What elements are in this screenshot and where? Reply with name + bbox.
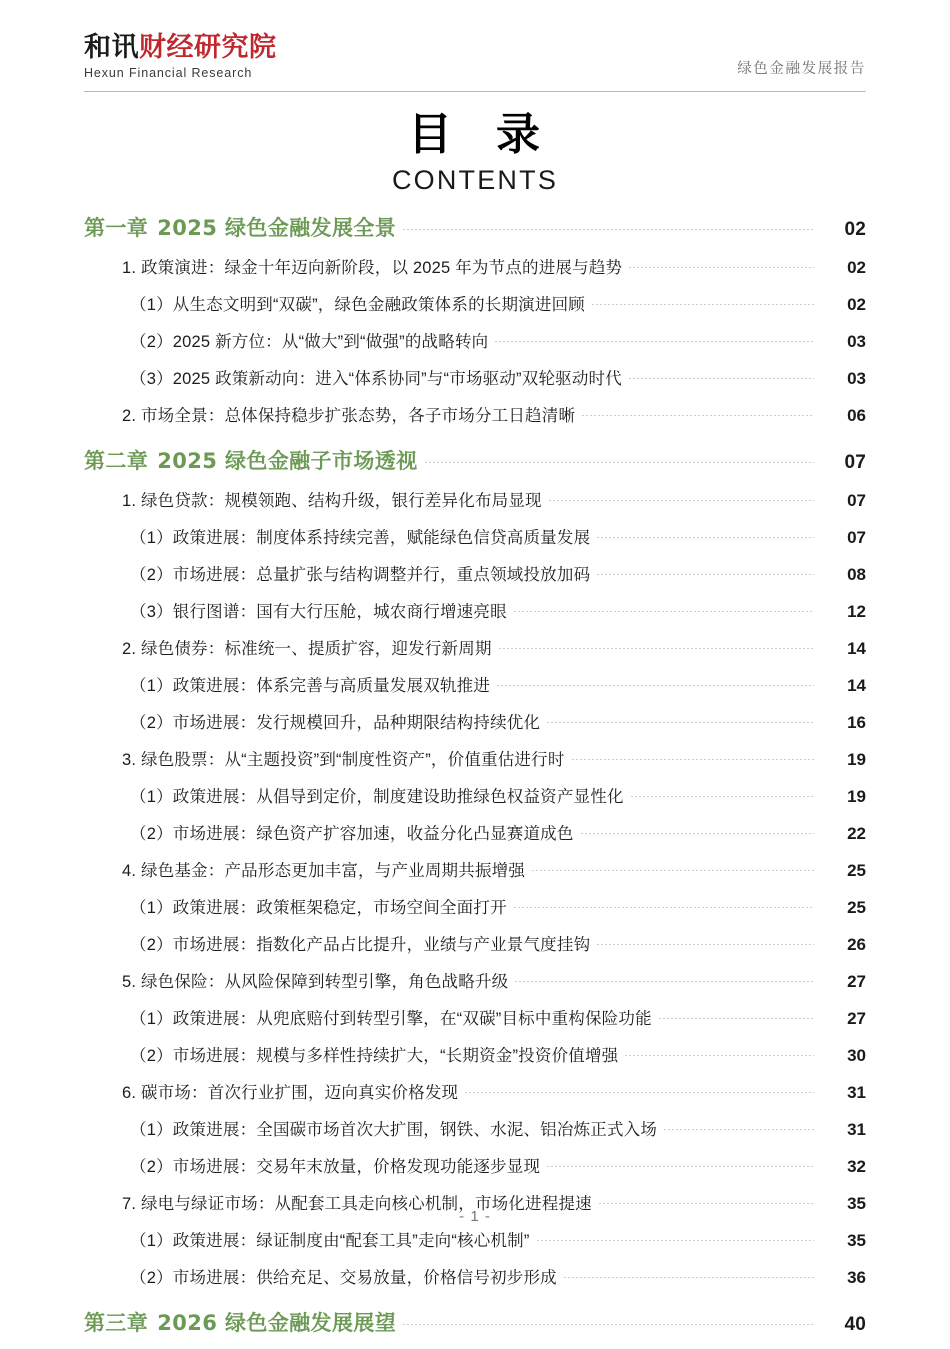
toc-subsection-row[interactable] [84,561,866,598]
toc-chapter-label [84,212,396,242]
toc-subsection-row[interactable] [84,291,866,328]
toc-subsection-row[interactable] [84,931,866,968]
toc-section-label: 2. 市场全景：总体保持稳步扩张态势，各子市场分工日趋清晰 [122,407,576,425]
toc-dot-leader [575,405,820,421]
toc-dot-leader [590,564,820,580]
toc-subsection-row[interactable] [84,783,866,820]
toc-page-number: 19 [847,787,866,806]
toc-subsection-label: （3）2025 政策新动向：进入“体系协同”与“市场驱动”双轮驱动时代 [130,370,622,388]
toc-dot-leader [488,331,820,347]
toc-subsection-row[interactable] [84,365,866,402]
toc-section-label: 1. 政策演进：绿金十年迈向新阶段，以 2025 年为节点的进展与趋势 [122,259,623,277]
toc-section-row[interactable] [84,968,866,1005]
toc-section-label: 1. 绿色贷款：规模领跑、结构升级，银行差异化布局显现 [122,492,542,510]
toc-subsection-row[interactable] [84,672,866,709]
toc-subsection-label: （2）市场进展：规模与多样性持续扩大，“长期资金”投资价值增强 [130,1047,619,1065]
toc-subsection-label: （1）政策进展：体系完善与高质量发展双轨推进 [130,677,491,695]
toc-section-label: 2. 绿色债券：标准统一、提质扩容，迎发行新周期 [122,640,492,658]
page-title [0,110,950,196]
toc-section-row[interactable] [84,635,866,672]
toc-subsection-label: （2）市场进展：交易年末放量，价格发现功能逐步显现 [130,1158,541,1176]
toc-subsection-row[interactable] [84,524,866,561]
toc-subsection-label: （2）2025 新方位：从“做大”到“做强”的战略转向 [130,333,489,351]
toc-dot-leader [565,749,820,765]
toc-page-number: 30 [847,1046,866,1065]
toc-section-label: 7. 绿电与绿证市场：从配套工具走向核心机制，市场化进程提速 [122,1195,592,1213]
toc-chapter-row[interactable] [84,445,866,487]
toc-dot-leader [418,452,820,468]
toc-dot-leader [492,638,820,654]
toc-subsection-label: （1）政策进展：从倡导到定价，制度建设助推绿色权益资产显性化 [130,788,624,806]
toc-chapter-row[interactable] [84,1307,866,1349]
toc-page-number: 27 [847,1009,866,1028]
toc-chapter-title: 2025 绿色金融子市场透视 [157,449,418,473]
toc-section-label: 4. 绿色基金：产品形态更加丰富，与产业周期共振增强 [122,862,526,880]
toc-dot-leader [507,601,820,617]
toc-section-label: 3. 绿色股票：从“主题投资”到“制度性资产”，价值重估进行时 [122,751,565,769]
toc-dot-leader [542,490,820,506]
toc-subsection-row[interactable] [84,1116,866,1153]
toc-page-number: 31 [847,1120,866,1139]
toc-dot-leader [622,257,820,273]
toc-chapter-label [84,1307,396,1337]
toc-section-row[interactable] [84,1079,866,1116]
toc-page-number: 35 [847,1231,866,1250]
toc-page-number: 08 [847,565,866,584]
toc-page-number: 02 [844,219,866,240]
toc-subsection-row[interactable] [84,709,866,746]
brand-name-cn [84,34,277,62]
toc-chapter-title: 2025 绿色金融发展全景 [157,216,397,240]
toc-section-label: 6. 碳市场：首次行业扩围，迈向真实价格发现 [122,1084,459,1102]
toc-subsection-row[interactable] [84,1005,866,1042]
toc-page-number: 27 [847,972,866,991]
toc-section-row[interactable] [84,746,866,783]
page-title-en: CONTENTS [391,164,559,195]
toc-dot-leader [530,1230,820,1246]
toc-page-number: 14 [847,676,866,695]
report-title: 绿色金融发展报告 [737,61,866,77]
toc-page-number: 31 [847,1083,866,1102]
toc-subsection-row[interactable] [84,1153,866,1190]
toc-chapter-label [84,445,418,475]
toc-subsection-label: （2）市场进展：总量扩张与结构调整并行，重点领域投放加码 [130,566,591,584]
toc-dot-leader [585,294,820,310]
toc-chapter-number: 第三章 [84,1311,149,1335]
toc-section-row[interactable] [84,402,866,439]
toc-dot-leader [590,934,820,950]
toc-page-number: 36 [847,1268,866,1287]
toc-subsection-row[interactable] [84,328,866,365]
toc-subsection-label: （1）政策进展：全国碳市场首次大扩围，钢铁、水泥、铝冶炼正式入场 [130,1121,658,1139]
toc-section-row[interactable] [84,857,866,894]
toc-page-number: 26 [847,935,866,954]
toc-subsection-label: （2）市场进展：发行规模回升，品种期限结构持续优化 [130,714,541,732]
toc-page-number: 12 [847,602,866,621]
toc-page-number: 02 [847,258,866,277]
toc-dot-leader [540,712,820,728]
brand-logo [84,34,277,80]
brand-name-cn-red: 财经研究院 [139,32,277,63]
page-title-cn [0,110,950,161]
toc-section-label: 5. 绿色保险：从风险保障到转型引擎，角色战略升级 [122,973,509,991]
toc-dot-leader [525,860,820,876]
toc-subsection-row[interactable] [84,1264,866,1301]
toc-page-number: 14 [847,639,866,658]
brand-name-cn-dark: 和讯 [84,32,139,63]
toc-page-number: 03 [847,369,866,388]
toc-dot-leader [574,823,820,839]
toc-dot-leader [557,1267,820,1283]
toc-subsection-row[interactable] [84,1227,866,1264]
toc-dot-leader [622,368,820,384]
toc-page-number: 25 [847,861,866,880]
toc-subsection-label: （2）市场进展：供给充足、交易放量，价格信号初步形成 [130,1269,557,1287]
toc-dot-leader [590,527,820,543]
toc-dot-leader [657,1119,820,1135]
toc-dot-leader [618,1045,820,1061]
toc-dot-leader [458,1082,820,1098]
toc-page-number: 02 [847,295,866,314]
toc-subsection-label: （1）政策进展：绿证制度由“配套工具”走向“核心机制” [130,1232,530,1250]
toc-page-number: 32 [847,1157,866,1176]
toc-dot-leader [540,1156,820,1172]
toc-section-row[interactable] [84,487,866,524]
page-title-cn-second: 录 [496,109,542,160]
page-header [84,34,866,92]
toc-page-number: 07 [847,491,866,510]
toc-chapter-title: 2026 绿色金融发展展望 [157,1311,397,1335]
table-of-contents [84,206,866,1349]
toc-subsection-label: （1）政策进展：制度体系持续完善，赋能绿色信贷高质量发展 [130,529,591,547]
toc-page-number: 07 [847,528,866,547]
toc-subsection-label: （2）市场进展：指数化产品占比提升，业绩与产业景气度挂钩 [130,936,591,954]
page-title-cn-first: 目 [408,109,454,160]
toc-subsection-label: （2）市场进展：绿色资产扩容加速，收益分化凸显赛道成色 [130,825,574,843]
toc-subsection-row[interactable] [84,598,866,635]
brand-name-en: Hexun Financial Research [84,66,253,81]
toc-dot-leader [652,1008,820,1024]
toc-dot-leader [396,1314,820,1330]
toc-subsection-row[interactable] [84,820,866,857]
toc-dot-leader [624,786,820,802]
toc-dot-leader [507,897,820,913]
toc-chapter-row[interactable] [84,212,866,254]
toc-page-number: 25 [847,898,866,917]
footer-page-number: - 1 - [459,1208,491,1225]
toc-subsection-label: （1）政策进展：从兜底赔付到转型引擎，在“双碳”目标中重构保险功能 [130,1010,652,1028]
toc-page-number: 19 [847,750,866,769]
toc-subsection-row[interactable] [84,894,866,931]
toc-page-number: 35 [847,1194,866,1213]
toc-dot-leader [592,1193,820,1209]
toc-page-number: 22 [847,824,866,843]
toc-subsection-label: （1）政策进展：政策框架稳定，市场空间全面打开 [130,899,507,917]
toc-page-number: 40 [844,1314,866,1335]
toc-subsection-row[interactable] [84,1042,866,1079]
toc-dot-leader [508,971,820,987]
toc-dot-leader [490,675,820,691]
toc-page-number: 16 [847,713,866,732]
toc-subsection-label: （3）银行图谱：国有大行压舱，城农商行增速亮眼 [130,603,507,621]
toc-page-number: 06 [847,406,866,425]
toc-page-number: 07 [844,452,866,473]
header-divider [84,91,866,92]
toc-dot-leader [396,219,820,235]
toc-chapter-number: 第二章 [84,449,149,473]
toc-chapter-number: 第一章 [84,216,149,240]
toc-section-row[interactable] [84,254,866,291]
toc-page-number: 03 [847,332,866,351]
toc-subsection-label: （1）从生态文明到“双碳”，绿色金融政策体系的长期演进回顾 [130,296,585,314]
